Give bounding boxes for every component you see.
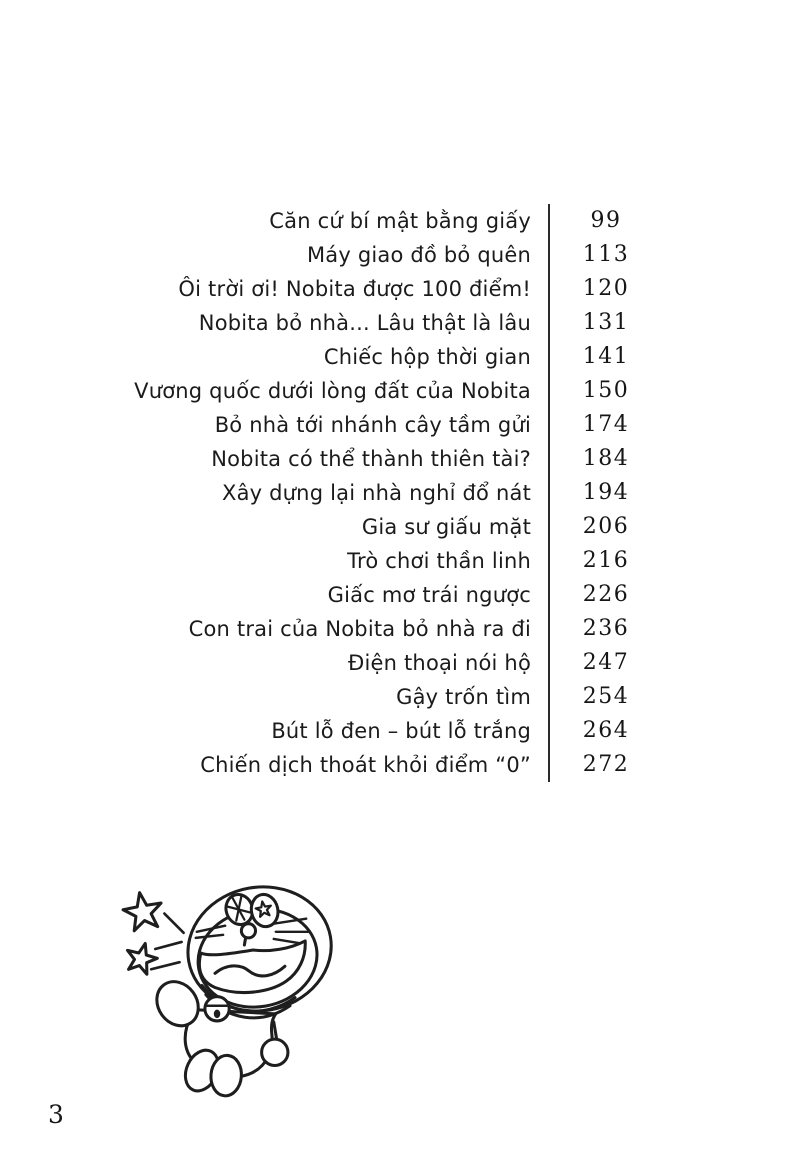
toc-entry — [0, 408, 662, 442]
toc-entry — [0, 272, 662, 306]
toc-entry-title: Máy giao đồ bỏ quên — [306, 243, 531, 267]
toc-entry — [0, 714, 662, 748]
toc-entry-title: Xây dựng lại nhà nghỉ đổ nát — [221, 481, 531, 505]
doraemon-head — [178, 876, 336, 1023]
toc-entry-title: Ôi trời ơi! Nobita được 100 điểm! — [178, 277, 531, 301]
doraemon-drawing — [90, 868, 336, 1106]
toc-entry-page: 113 — [548, 238, 662, 272]
toc-entry — [0, 476, 662, 510]
toc-entry-page: 247 — [548, 646, 662, 680]
toc-entry-title: Gia sư giấu mặt — [361, 515, 531, 539]
toc-entry-title: Chiến dịch thoát khỏi điểm “0” — [200, 753, 531, 777]
toc-entry-title: Bỏ nhà tới nhánh cây tầm gửi — [214, 413, 531, 437]
toc-entry — [0, 680, 662, 714]
toc-entry-page: 226 — [548, 578, 662, 612]
table-of-contents — [0, 204, 662, 782]
toc-entry — [0, 578, 662, 612]
toc-entry — [0, 612, 662, 646]
toc-entry — [0, 306, 662, 340]
toc-entry — [0, 748, 662, 782]
toc-entry-page: 254 — [548, 680, 662, 714]
toc-entry-title: Vương quốc dưới lòng đất của Nobita — [134, 379, 531, 403]
toc-entry — [0, 204, 662, 238]
impact-stars-icon — [123, 893, 161, 975]
toc-entry-page: 184 — [548, 442, 662, 476]
toc-entry-title: Gậy trốn tìm — [396, 685, 531, 709]
toc-entry-page: 272 — [548, 748, 662, 782]
toc-entry-page: 150 — [548, 374, 662, 408]
toc-entry — [0, 544, 662, 578]
toc-entry-page: 236 — [548, 612, 662, 646]
toc-entry — [0, 340, 662, 374]
toc-entry-title: Trò chơi thần linh — [347, 549, 531, 573]
toc-entry-title: Chiếc hộp thời gian — [323, 345, 531, 369]
toc-entry-title: Căn cứ bí mật bằng giấy — [269, 209, 531, 233]
toc-entry-page: 99 — [548, 204, 662, 238]
toc-entry-title: Bút lỗ đen – bút lỗ trắng — [271, 719, 531, 743]
toc-entry-page: 194 — [548, 476, 662, 510]
doraemon-crying-illustration — [90, 868, 336, 1106]
toc-entry-page: 131 — [548, 306, 662, 340]
toc-entry-page: 264 — [548, 714, 662, 748]
toc-entry-title: Điện thoại nói hộ — [347, 651, 531, 675]
toc-entry — [0, 374, 662, 408]
toc-entry-title: Giấc mơ trái ngược — [327, 583, 531, 607]
toc-entry-page: 206 — [548, 510, 662, 544]
toc-entry-title: Nobita bỏ nhà... Lâu thật là lâu — [198, 311, 531, 335]
toc-entry — [0, 442, 662, 476]
toc-list — [0, 204, 662, 782]
toc-entry-page: 120 — [548, 272, 662, 306]
toc-entry-page: 216 — [548, 544, 662, 578]
toc-entry-page: 174 — [548, 408, 662, 442]
doraemon-body — [179, 1010, 288, 1097]
toc-entry — [0, 646, 662, 680]
toc-entry — [0, 238, 662, 272]
page-number: 3 — [48, 1100, 64, 1129]
toc-entry-title: Con trai của Nobita bỏ nhà ra đi — [188, 617, 531, 641]
toc-entry-title: Nobita có thể thành thiên tài? — [211, 447, 531, 471]
toc-entry — [0, 510, 662, 544]
toc-entry-page: 141 — [548, 340, 662, 374]
